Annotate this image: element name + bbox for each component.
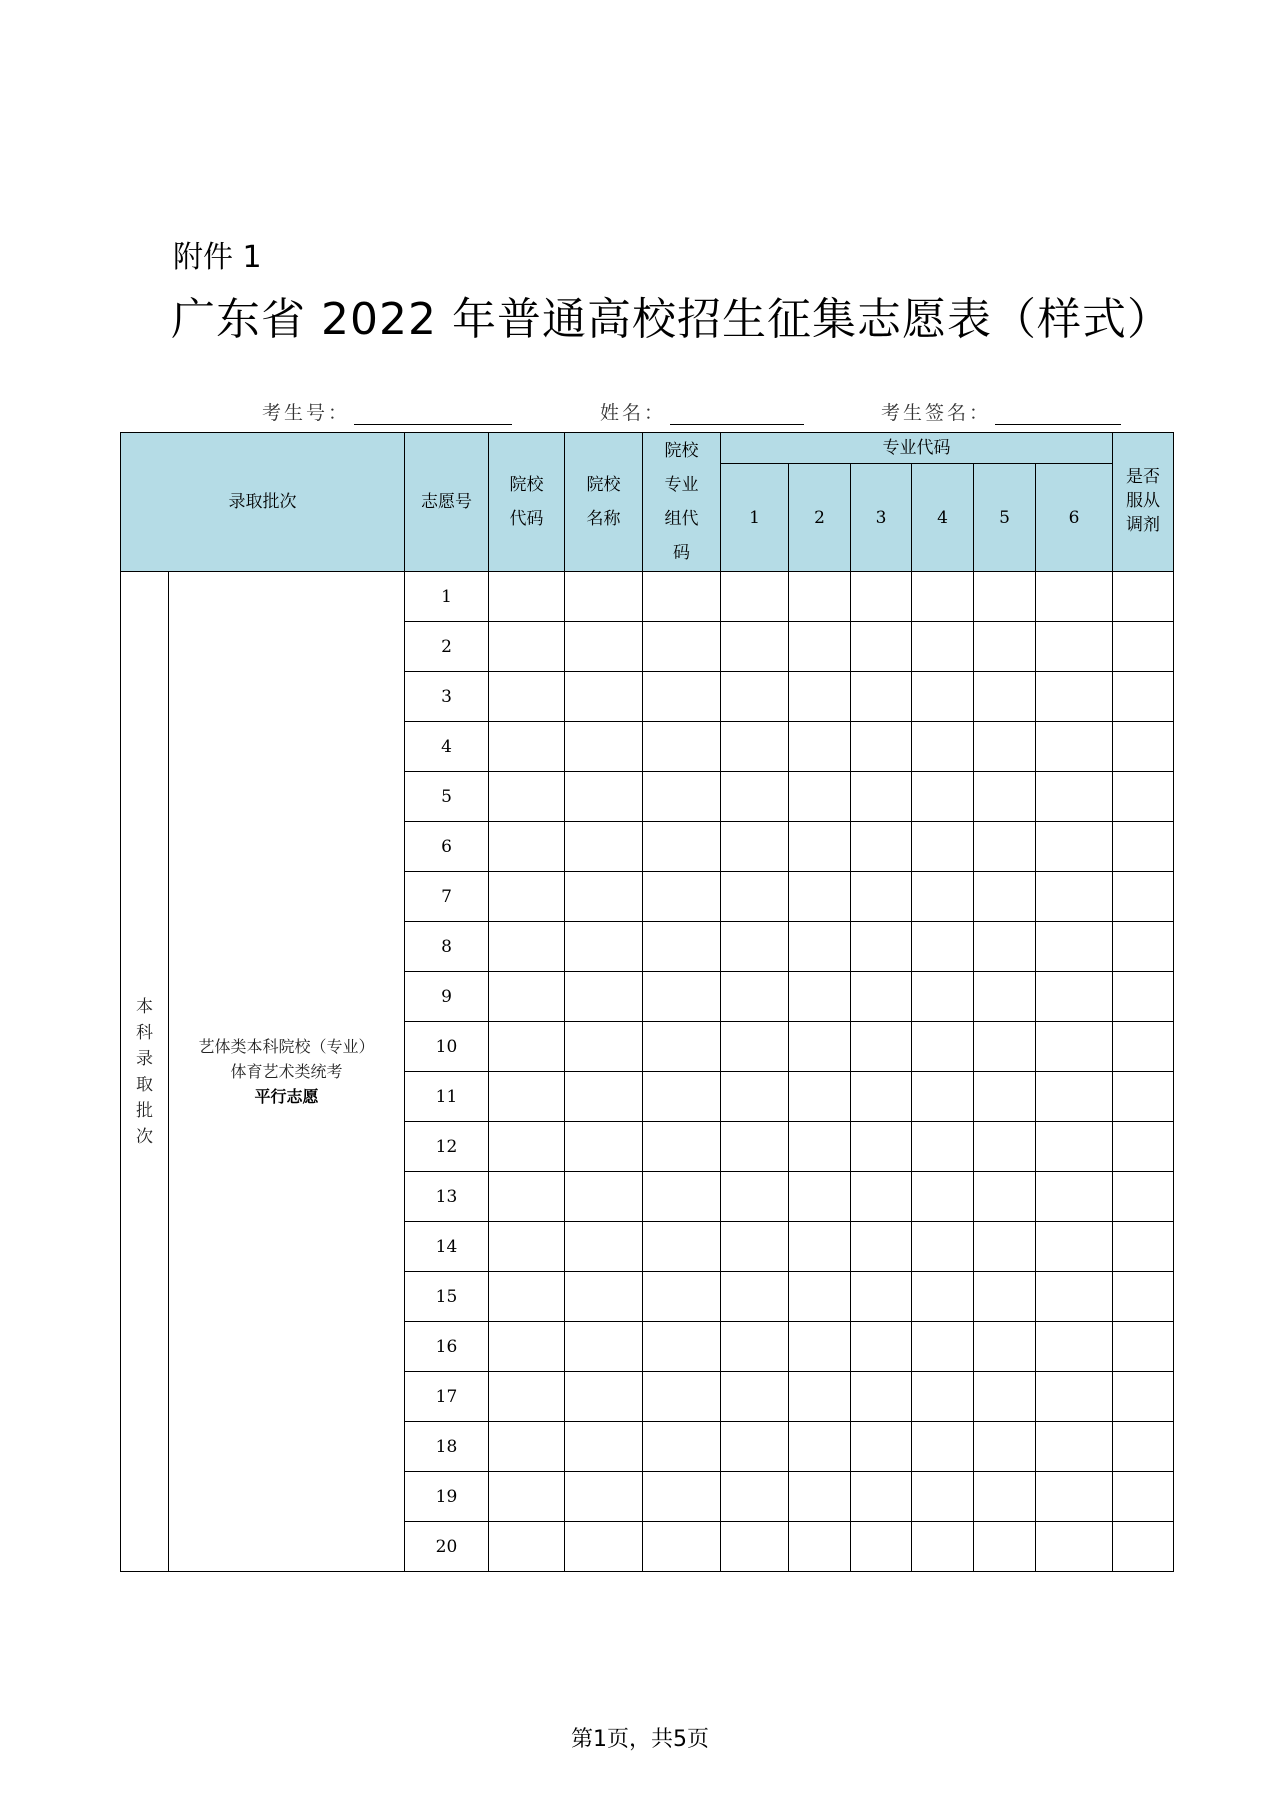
major-code-cell[interactable]: [1036, 722, 1113, 772]
choice-number: 6: [405, 822, 489, 872]
adjust-cell[interactable]: [1113, 1422, 1174, 1472]
major-code-cell[interactable]: [1036, 1372, 1113, 1422]
adjust-cell[interactable]: [1113, 1172, 1174, 1222]
major-code-cell[interactable]: [789, 1472, 851, 1522]
major-code-cell[interactable]: [721, 1072, 789, 1122]
group-code-cell[interactable]: [643, 1522, 721, 1572]
major-code-cell[interactable]: [789, 772, 851, 822]
choice-number: 3: [405, 672, 489, 722]
group-code-cell[interactable]: [643, 1322, 721, 1372]
major-code-cell[interactable]: [912, 1422, 974, 1472]
header-major-col: 5: [974, 464, 1036, 572]
major-code-cell[interactable]: [974, 872, 1036, 922]
major-code-cell[interactable]: [851, 1222, 912, 1272]
major-code-cell[interactable]: [974, 1172, 1036, 1222]
choice-number: 9: [405, 972, 489, 1022]
major-code-cell[interactable]: [851, 1372, 912, 1422]
category-line: 平行志愿: [254, 1087, 319, 1106]
choice-number: 12: [405, 1122, 489, 1172]
choice-number: 16: [405, 1322, 489, 1372]
school-name-cell[interactable]: [565, 772, 643, 822]
school-name-cell[interactable]: [565, 1372, 643, 1422]
header-major-col: 3: [851, 464, 912, 572]
major-code-cell[interactable]: [974, 1272, 1036, 1322]
header-adjust: 是否服从调剂: [1113, 433, 1174, 572]
major-code-cell[interactable]: [1036, 1072, 1113, 1122]
major-code-cell[interactable]: [974, 1022, 1036, 1072]
choice-number: 19: [405, 1472, 489, 1522]
major-code-cell[interactable]: [721, 1372, 789, 1422]
major-code-cell[interactable]: [851, 1472, 912, 1522]
group-code-cell[interactable]: [643, 1022, 721, 1072]
major-code-cell[interactable]: [851, 672, 912, 722]
major-code-cell[interactable]: [851, 572, 912, 622]
major-code-cell[interactable]: [912, 1122, 974, 1172]
major-code-cell[interactable]: [1036, 1172, 1113, 1222]
header-choice-no: 志愿号: [405, 433, 489, 572]
choice-number: 15: [405, 1272, 489, 1322]
group-code-cell[interactable]: [643, 722, 721, 772]
school-name-cell[interactable]: [565, 1322, 643, 1372]
major-code-cell[interactable]: [721, 1122, 789, 1172]
group-code-cell[interactable]: [643, 872, 721, 922]
major-code-cell[interactable]: [721, 772, 789, 822]
major-code-cell[interactable]: [974, 722, 1036, 772]
major-code-cell[interactable]: [851, 872, 912, 922]
signature-field[interactable]: [881, 398, 1121, 425]
major-code-cell[interactable]: [789, 1022, 851, 1072]
adjust-cell[interactable]: [1113, 1272, 1174, 1322]
adjust-cell[interactable]: [1113, 922, 1174, 972]
major-code-cell[interactable]: [789, 672, 851, 722]
major-code-cell[interactable]: [851, 722, 912, 772]
group-code-cell[interactable]: [643, 1422, 721, 1472]
adjust-cell[interactable]: [1113, 672, 1174, 722]
adjust-cell[interactable]: [1113, 1222, 1174, 1272]
major-code-cell[interactable]: [974, 1072, 1036, 1122]
school-code-cell[interactable]: [489, 1272, 565, 1322]
table-row: [121, 572, 1174, 622]
major-code-cell[interactable]: [789, 872, 851, 922]
major-code-cell[interactable]: [974, 1422, 1036, 1472]
group-code-cell[interactable]: [643, 1172, 721, 1222]
major-code-cell[interactable]: [851, 772, 912, 822]
header-major-code: 专业代码: [721, 433, 1113, 464]
major-code-cell[interactable]: [721, 1222, 789, 1272]
major-code-cell[interactable]: [912, 872, 974, 922]
name-label: 姓名：: [600, 402, 667, 424]
major-code-cell[interactable]: [1036, 1522, 1113, 1572]
school-code-cell[interactable]: [489, 722, 565, 772]
choice-number: 11: [405, 1072, 489, 1122]
page-title: 广东省 2022 年普通高校招生征集志愿表（样式）: [171, 294, 1172, 345]
choice-number: 4: [405, 722, 489, 772]
major-code-cell[interactable]: [974, 1472, 1036, 1522]
choice-number: 20: [405, 1522, 489, 1572]
attachment-label: 附件 1: [173, 240, 262, 275]
header-batch: 录取批次: [121, 433, 405, 572]
group-code-cell[interactable]: [643, 772, 721, 822]
school-name-cell[interactable]: [565, 1422, 643, 1472]
group-code-cell[interactable]: [643, 1472, 721, 1522]
exam-number-field[interactable]: [262, 398, 512, 425]
major-code-cell[interactable]: [851, 1422, 912, 1472]
school-name-cell[interactable]: [565, 1122, 643, 1172]
choice-number: 1: [405, 572, 489, 622]
major-code-cell[interactable]: [851, 1172, 912, 1222]
school-code-cell[interactable]: [489, 922, 565, 972]
major-code-cell[interactable]: [1036, 1322, 1113, 1372]
major-code-cell[interactable]: [721, 872, 789, 922]
major-code-cell[interactable]: [721, 822, 789, 872]
group-code-cell[interactable]: [643, 922, 721, 972]
category-cell: [169, 572, 405, 1572]
major-code-cell[interactable]: [974, 1222, 1036, 1272]
major-code-cell[interactable]: [789, 1372, 851, 1422]
school-name-cell[interactable]: [565, 1172, 643, 1222]
major-code-cell[interactable]: [789, 622, 851, 672]
adjust-cell[interactable]: [1113, 1372, 1174, 1422]
major-code-cell[interactable]: [912, 672, 974, 722]
major-code-cell[interactable]: [912, 1022, 974, 1072]
major-code-cell[interactable]: [789, 822, 851, 872]
header-school-name: 院校名称: [565, 433, 643, 572]
major-code-cell[interactable]: [721, 1472, 789, 1522]
major-code-cell[interactable]: [721, 1272, 789, 1322]
school-code-cell[interactable]: [489, 972, 565, 1022]
major-code-cell[interactable]: [912, 722, 974, 772]
school-code-cell[interactable]: [489, 622, 565, 672]
major-code-cell[interactable]: [1036, 572, 1113, 622]
major-code-cell[interactable]: [721, 1022, 789, 1072]
major-code-cell[interactable]: [721, 922, 789, 972]
major-code-cell[interactable]: [912, 1472, 974, 1522]
school-name-cell[interactable]: [565, 1272, 643, 1322]
group-code-cell[interactable]: [643, 972, 721, 1022]
major-code-cell[interactable]: [1036, 672, 1113, 722]
exam-number-label: 考生号：: [262, 402, 351, 424]
major-code-cell[interactable]: [851, 1522, 912, 1572]
major-code-cell[interactable]: [974, 1322, 1036, 1372]
adjust-cell[interactable]: [1113, 1472, 1174, 1522]
major-code-cell[interactable]: [851, 1122, 912, 1172]
group-code-cell[interactable]: [643, 672, 721, 722]
adjust-cell[interactable]: [1113, 1322, 1174, 1372]
major-code-cell[interactable]: [974, 822, 1036, 872]
adjust-cell[interactable]: [1113, 1522, 1174, 1572]
exam-number-blank[interactable]: [354, 402, 512, 425]
major-code-cell[interactable]: [1036, 1422, 1113, 1472]
school-code-cell[interactable]: [489, 1322, 565, 1372]
choice-number: 7: [405, 872, 489, 922]
major-code-cell[interactable]: [974, 772, 1036, 822]
major-code-cell[interactable]: [789, 1122, 851, 1172]
choice-number: 18: [405, 1422, 489, 1472]
major-code-cell[interactable]: [851, 1072, 912, 1122]
choice-number: 8: [405, 922, 489, 972]
school-name-cell[interactable]: [565, 572, 643, 622]
school-code-cell[interactable]: [489, 1522, 565, 1572]
school-code-cell[interactable]: [489, 1222, 565, 1272]
major-code-cell[interactable]: [912, 1272, 974, 1322]
school-name-cell[interactable]: [565, 672, 643, 722]
choice-number: 5: [405, 772, 489, 822]
major-code-cell[interactable]: [912, 1072, 974, 1122]
school-code-cell[interactable]: [489, 1422, 565, 1472]
major-code-cell[interactable]: [789, 1272, 851, 1322]
major-code-cell[interactable]: [912, 1322, 974, 1372]
major-code-cell[interactable]: [721, 722, 789, 772]
school-name-cell[interactable]: [565, 722, 643, 772]
adjust-cell[interactable]: [1113, 972, 1174, 1022]
major-code-cell[interactable]: [912, 572, 974, 622]
major-code-cell[interactable]: [721, 622, 789, 672]
adjust-cell[interactable]: [1113, 1072, 1174, 1122]
group-code-cell[interactable]: [643, 572, 721, 622]
major-code-cell[interactable]: [851, 1322, 912, 1372]
major-code-cell[interactable]: [1036, 1022, 1113, 1072]
choice-number: 2: [405, 622, 489, 672]
school-name-cell[interactable]: [565, 822, 643, 872]
major-code-cell[interactable]: [721, 972, 789, 1022]
group-code-cell[interactable]: [643, 622, 721, 672]
major-code-cell[interactable]: [721, 1172, 789, 1222]
major-code-cell[interactable]: [1036, 972, 1113, 1022]
major-code-cell[interactable]: [912, 772, 974, 822]
adjust-cell[interactable]: [1113, 822, 1174, 872]
school-code-cell[interactable]: [489, 1072, 565, 1122]
page-footer: 第1页，共5页: [571, 1727, 709, 1752]
school-name-cell[interactable]: [565, 622, 643, 672]
adjust-cell[interactable]: [1113, 1022, 1174, 1072]
school-code-cell[interactable]: [489, 822, 565, 872]
major-code-cell[interactable]: [851, 922, 912, 972]
major-code-cell[interactable]: [789, 1222, 851, 1272]
group-code-cell[interactable]: [643, 1272, 721, 1322]
school-code-cell[interactable]: [489, 772, 565, 822]
major-code-cell[interactable]: [912, 1172, 974, 1222]
major-code-cell[interactable]: [974, 1372, 1036, 1422]
major-code-cell[interactable]: [974, 922, 1036, 972]
choice-number: 13: [405, 1172, 489, 1222]
school-code-cell[interactable]: [489, 572, 565, 622]
category-line: 体育艺术类统考: [230, 1062, 343, 1081]
school-name-cell[interactable]: [565, 1222, 643, 1272]
signature-blank[interactable]: [995, 402, 1121, 425]
choice-number: 14: [405, 1222, 489, 1272]
school-code-cell[interactable]: [489, 1022, 565, 1072]
school-name-cell[interactable]: [565, 1072, 643, 1122]
adjust-cell[interactable]: [1113, 622, 1174, 672]
school-code-cell[interactable]: [489, 1172, 565, 1222]
adjust-cell[interactable]: [1113, 722, 1174, 772]
applicant-fields: [0, 398, 1280, 428]
group-code-cell[interactable]: [643, 1372, 721, 1422]
major-code-cell[interactable]: [789, 1322, 851, 1372]
group-code-cell[interactable]: [643, 1222, 721, 1272]
header-group-code: 院校专业组代码: [643, 433, 721, 572]
adjust-cell[interactable]: [1113, 1122, 1174, 1172]
major-code-cell[interactable]: [721, 572, 789, 622]
choice-number: 10: [405, 1022, 489, 1072]
header-major-col: 4: [912, 464, 974, 572]
school-name-cell[interactable]: [565, 1472, 643, 1522]
school-name-cell[interactable]: [565, 872, 643, 922]
major-code-cell[interactable]: [851, 622, 912, 672]
school-code-cell[interactable]: [489, 872, 565, 922]
major-code-cell[interactable]: [1036, 1272, 1113, 1322]
major-code-cell[interactable]: [912, 822, 974, 872]
major-code-cell[interactable]: [912, 1222, 974, 1272]
name-field[interactable]: [600, 398, 804, 425]
major-code-cell[interactable]: [789, 722, 851, 772]
group-code-cell[interactable]: [643, 822, 721, 872]
group-code-cell[interactable]: [643, 1122, 721, 1172]
application-form-table: [120, 432, 1174, 1572]
major-code-cell[interactable]: [912, 922, 974, 972]
major-code-cell[interactable]: [721, 672, 789, 722]
category-line: 艺体类本科院校（专业）: [198, 1037, 375, 1056]
major-code-cell[interactable]: [912, 972, 974, 1022]
batch-cell: 本科录取批次: [121, 572, 169, 1572]
major-code-cell[interactable]: [1036, 1472, 1113, 1522]
adjust-cell[interactable]: [1113, 872, 1174, 922]
header-major-col: 6: [1036, 464, 1113, 572]
major-code-cell[interactable]: [912, 622, 974, 672]
major-code-cell[interactable]: [789, 1072, 851, 1122]
major-code-cell[interactable]: [851, 972, 912, 1022]
major-code-cell[interactable]: [721, 1422, 789, 1472]
major-code-cell[interactable]: [974, 572, 1036, 622]
choice-number: 17: [405, 1372, 489, 1422]
header-major-col: 2: [789, 464, 851, 572]
major-code-cell[interactable]: [789, 1172, 851, 1222]
major-code-cell[interactable]: [1036, 872, 1113, 922]
major-code-cell[interactable]: [789, 972, 851, 1022]
major-code-cell[interactable]: [1036, 822, 1113, 872]
major-code-cell[interactable]: [974, 622, 1036, 672]
name-blank[interactable]: [670, 402, 804, 425]
school-code-cell[interactable]: [489, 1122, 565, 1172]
school-code-cell[interactable]: [489, 1372, 565, 1422]
major-code-cell[interactable]: [974, 672, 1036, 722]
major-code-cell[interactable]: [721, 1522, 789, 1572]
major-code-cell[interactable]: [974, 972, 1036, 1022]
header-school-code: 院校代码: [489, 433, 565, 572]
group-code-cell[interactable]: [643, 1072, 721, 1122]
major-code-cell[interactable]: [789, 572, 851, 622]
major-code-cell[interactable]: [1036, 1222, 1113, 1272]
major-code-cell[interactable]: [912, 1372, 974, 1422]
major-code-cell[interactable]: [851, 822, 912, 872]
signature-label: 考生签名：: [881, 402, 992, 424]
major-code-cell[interactable]: [789, 1422, 851, 1472]
major-code-cell[interactable]: [789, 922, 851, 972]
major-code-cell[interactable]: [912, 1522, 974, 1572]
adjust-cell[interactable]: [1113, 772, 1174, 822]
adjust-cell[interactable]: [1113, 572, 1174, 622]
school-code-cell[interactable]: [489, 1472, 565, 1522]
major-code-cell[interactable]: [1036, 772, 1113, 822]
major-code-cell[interactable]: [974, 1122, 1036, 1172]
header-major-col: 1: [721, 464, 789, 572]
major-code-cell[interactable]: [721, 1322, 789, 1372]
school-name-cell[interactable]: [565, 1522, 643, 1572]
school-code-cell[interactable]: [489, 672, 565, 722]
major-code-cell[interactable]: [1036, 922, 1113, 972]
major-code-cell[interactable]: [1036, 1122, 1113, 1172]
major-code-cell[interactable]: [851, 1272, 912, 1322]
school-name-cell[interactable]: [565, 1022, 643, 1072]
major-code-cell[interactable]: [974, 1522, 1036, 1572]
major-code-cell[interactable]: [789, 1522, 851, 1572]
major-code-cell[interactable]: [1036, 622, 1113, 672]
school-name-cell[interactable]: [565, 972, 643, 1022]
school-name-cell[interactable]: [565, 922, 643, 972]
major-code-cell[interactable]: [851, 1022, 912, 1072]
